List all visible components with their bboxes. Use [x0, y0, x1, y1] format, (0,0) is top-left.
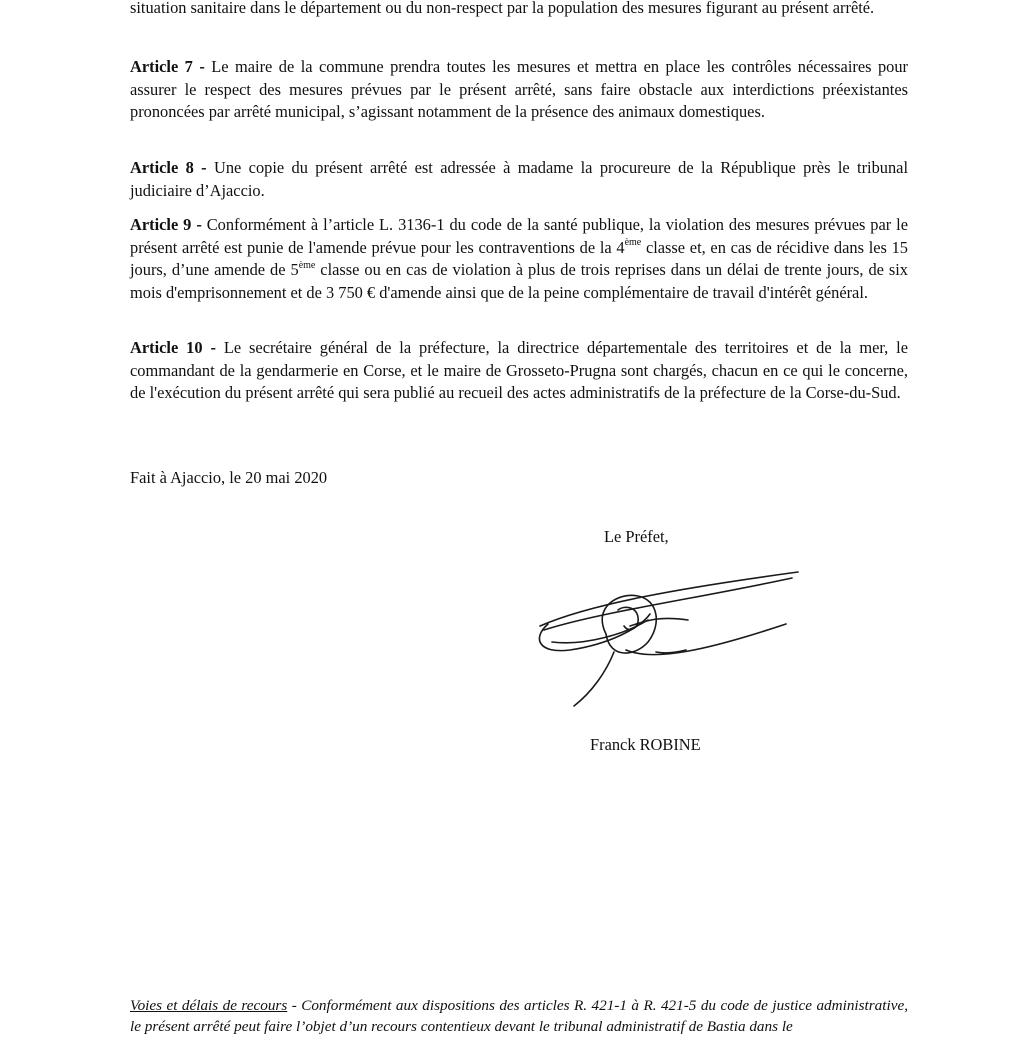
article-9-label: Article 9 - — [130, 215, 202, 234]
article-7-label: Article 7 - — [130, 57, 205, 76]
article-9-sup-2: ème — [298, 259, 316, 271]
article-9-sup-1: ème — [624, 237, 642, 249]
article-7-text: Le maire de la commune prendra toutes les mesures et mettra en place les contrôles nécessaires pour assurer le respect des mesures prévues par le présent arrêté, sans faire obstacle aux interdictions préexistantes prononcées par arrêté municipal, s’agissant notamment de la présence des animaux domestiques. — [130, 57, 908, 122]
appeal-notice-heading: Voies et délais de recours — [130, 997, 288, 1014]
article-8 — [130, 157, 908, 202]
article-10 — [130, 337, 908, 405]
article-9-text-1: Conformément à l’article L. 3136-1 du code de la santé publique, la violation des mesures prévues par le présent arrêté est punie de l'amende prévue pour les contraventions de la 4 — [130, 215, 909, 257]
signature-image — [530, 568, 820, 718]
article-8-text: Une copie du présent arrêté est adressée à madame la procureure de la République près le tribunal judiciaire d’Ajaccio. — [130, 158, 908, 200]
article-10-text: Le secrétaire général de la préfecture, la directrice départementale des territoires et de la mer, le commandant de la gendarmerie en Corse, et le maire de Grosseto-Prugna sont chargés, chacun en ce qui le concerne, de l'exécution du présent arrêté qui sera publié au recueil des actes administratifs de la préfecture de la Corse-du-Sud. — [130, 338, 908, 403]
signatory-title: Le Préfet, — [604, 527, 669, 546]
article-10-label: Article 10 - — [130, 338, 216, 357]
signatory-name: Franck ROBINE — [590, 735, 701, 754]
appeal-notice-text: - Conformément aux dispositions des articles R. 421-1 à R. 421-5 du code de justice administrative, le présent arrêté peut faire l’objet d’un recours contentieux devant le tribunal administratif de Bastia dans le — [130, 997, 908, 1035]
intro-continuation: situation sanitaire dans le département ou du non-respect par la population des mesures figurant au présent arrêté. — [130, 0, 875, 17]
article-9-text-2: classe et, en cas de récidive dans les 15 jours, d’une amende de 5 — [130, 237, 908, 280]
article-8-label: Article 8 - — [130, 158, 207, 177]
article-9 — [130, 214, 908, 304]
place-date: Fait à Ajaccio, le 20 mai 2020 — [130, 468, 328, 487]
article-7 — [130, 56, 908, 124]
appeal-notice — [130, 996, 908, 1037]
article-9-text-3: classe ou en cas de violation à plus de trois reprises dans un délai de trente jours, de six mois d'emprisonnement et de 3 750 € d'amende ainsi que de la peine complémentaire de travail d'intérêt général. — [130, 260, 908, 302]
